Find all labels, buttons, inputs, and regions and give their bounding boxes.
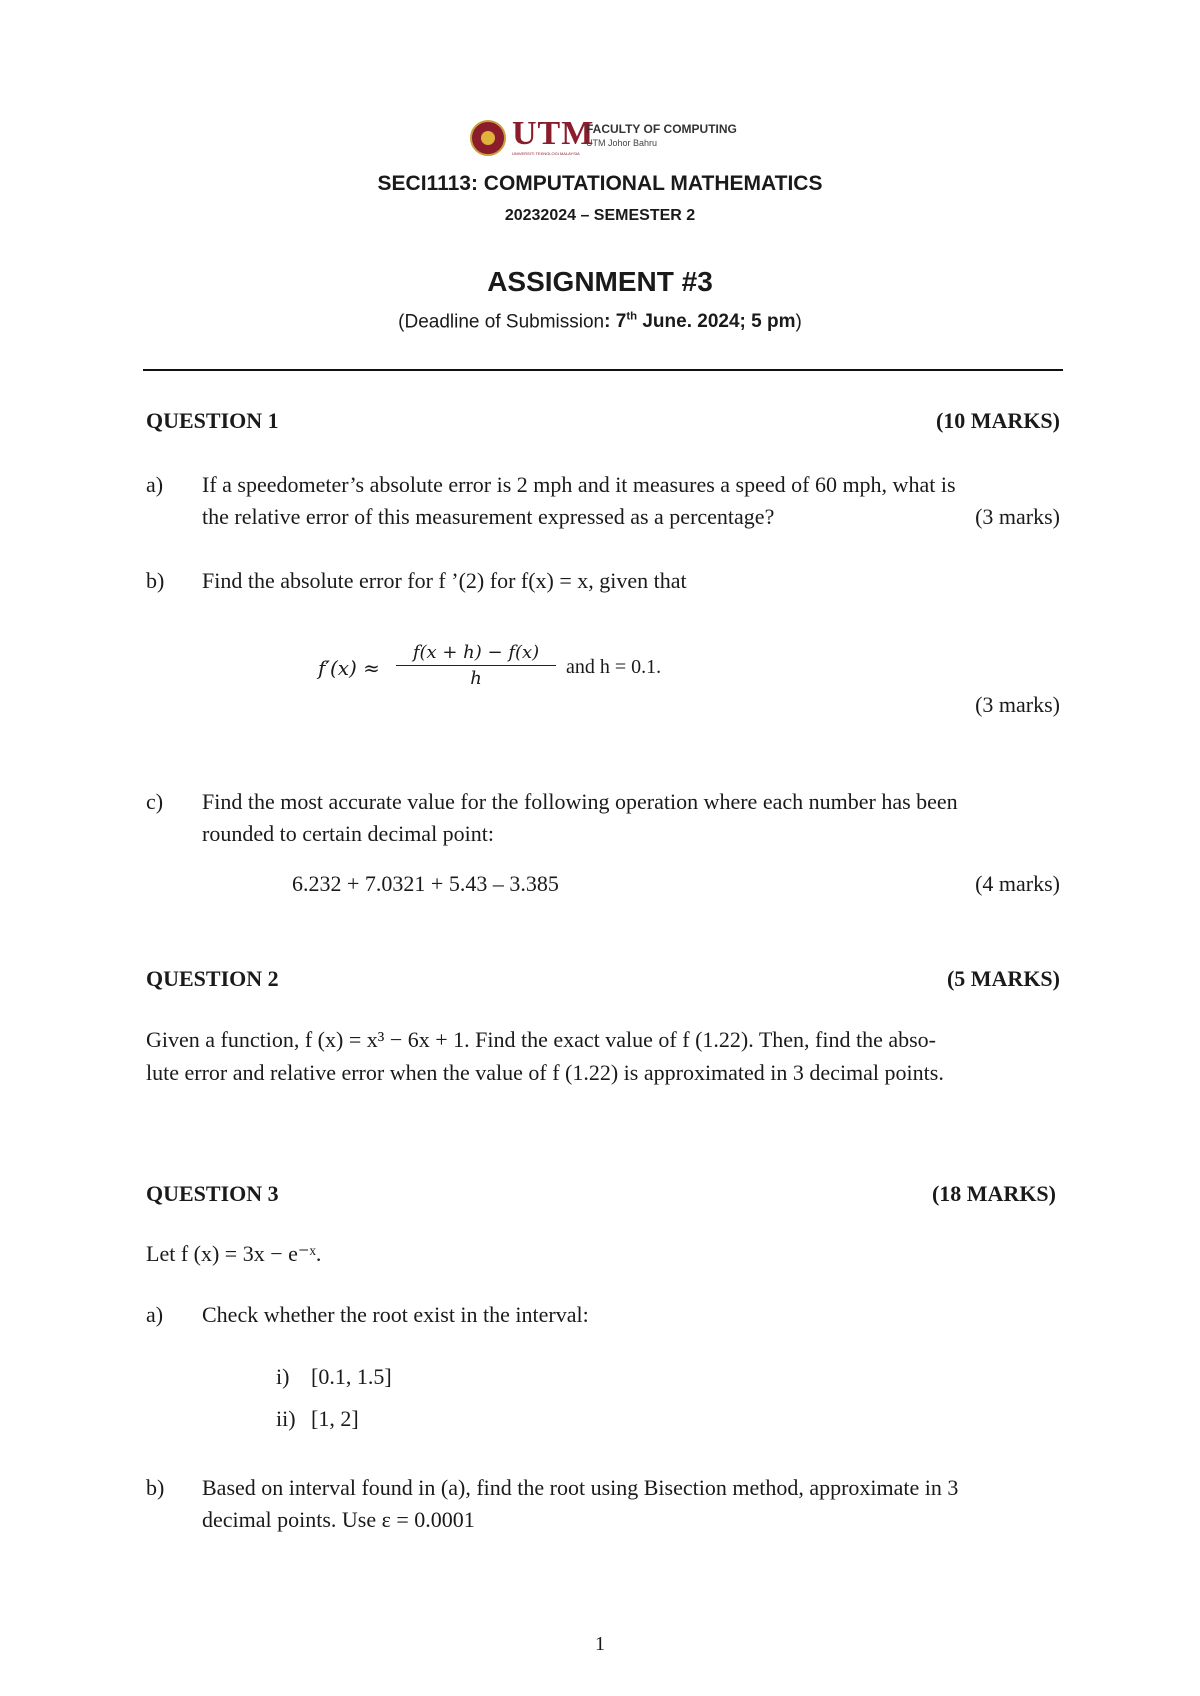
q1-heading: QUESTION 1 — [146, 408, 279, 433]
q1-marks: (10 MARKS) — [935, 408, 1060, 433]
course-title: SECI1113: COMPUTATIONAL MATHEMATICS — [377, 172, 823, 195]
campus-name: UTM Johor Bahru — [586, 138, 658, 148]
q1c-expression: 6.232 + 7.0321 + 5.43 – 3.385 — [292, 871, 559, 896]
q2-line1: Given a function, f (x) = x³ − 6x + 1. Find the exact value of f (1.22). Then, find the abso- — [146, 1027, 936, 1052]
deadline-suffix: th — [626, 311, 638, 323]
q1c-label: c) — [146, 789, 164, 814]
deadline-date: June. 2024; 5 pm — [637, 311, 796, 333]
deadline: (Deadline of Submission: 7th June. 2024; 5 pm) — [398, 311, 802, 333]
deadline-day: 7 — [615, 311, 627, 333]
q3a-i-interval: [0.1, 1.5] — [311, 1364, 392, 1389]
q1a-marks: (3 marks) — [975, 504, 1060, 529]
q1b-formula — [318, 642, 678, 702]
q3a-ii-label: ii) — [276, 1406, 296, 1431]
q3-heading: QUESTION 3 — [146, 1181, 279, 1206]
formula-fraction — [396, 642, 556, 689]
q1b-label: b) — [146, 568, 165, 593]
q3-marks: (18 MARKS) — [931, 1181, 1056, 1206]
q1b-marks: (3 marks) — [975, 692, 1060, 717]
formula-lhs: f′(x) ≈ — [318, 656, 380, 680]
utm-emblem-icon — [470, 120, 506, 156]
q1c-line1: Find the most accurate value for the following operation where each number has been — [202, 789, 958, 814]
deadline-label: Deadline of Submission — [404, 311, 605, 333]
q3a-label: a) — [146, 1302, 164, 1327]
page-number: 1 — [595, 1633, 605, 1655]
q3b-label: b) — [146, 1475, 165, 1500]
q1a-line2: the relative error of this measurement expressed as a percentage? — [202, 504, 775, 529]
formula-numerator: f(x + h) − f(x) — [412, 642, 540, 663]
q3a-text: Check whether the root exist in the interval: — [202, 1302, 589, 1327]
q2-heading: QUESTION 2 — [146, 966, 279, 991]
assignment-title: ASSIGNMENT #3 — [487, 266, 713, 297]
q1a-label: a) — [146, 472, 164, 497]
formula-denominator: h — [470, 668, 482, 689]
q1b-text: Find the absolute error for f ’(2) for f(x) = x, given that — [202, 568, 687, 593]
faculty-name: FACULTY OF COMPUTING — [586, 122, 737, 136]
logo-tagline: UNIVERSITI TEKNOLOGI MALAYSIA — [512, 151, 580, 156]
formula-tail: and h = 0.1. — [566, 656, 662, 678]
semester: 20232024 – SEMESTER 2 — [504, 207, 696, 224]
utm-logo — [470, 115, 737, 162]
q1c-line2: rounded to certain decimal point: — [202, 821, 495, 846]
q1c-marks: (4 marks) — [975, 871, 1060, 896]
q2-marks: (5 MARKS) — [946, 966, 1060, 991]
q3a-i-label: i) — [276, 1364, 290, 1389]
q3a-ii-interval: [1, 2] — [311, 1406, 359, 1431]
q2-line2: lute error and relative error when the value of f (1.22) is approximated in 3 decimal points. — [146, 1060, 944, 1085]
q1a-line1: If a speedometer’s absolute error is 2 mph and it measures a speed of 60 mph, what is — [202, 472, 956, 497]
logo-text: UTM — [512, 115, 595, 152]
divider — [143, 369, 1063, 371]
fraction-bar — [396, 665, 556, 666]
q3b-line2: decimal points. Use ε = 0.0001 — [202, 1507, 475, 1532]
q3b-line1: Based on interval found in (a), find the root using Bisection method, approximate in 3 — [202, 1475, 959, 1500]
q3-function: Let f (x) = 3x − e⁻ˣ. — [146, 1241, 322, 1266]
